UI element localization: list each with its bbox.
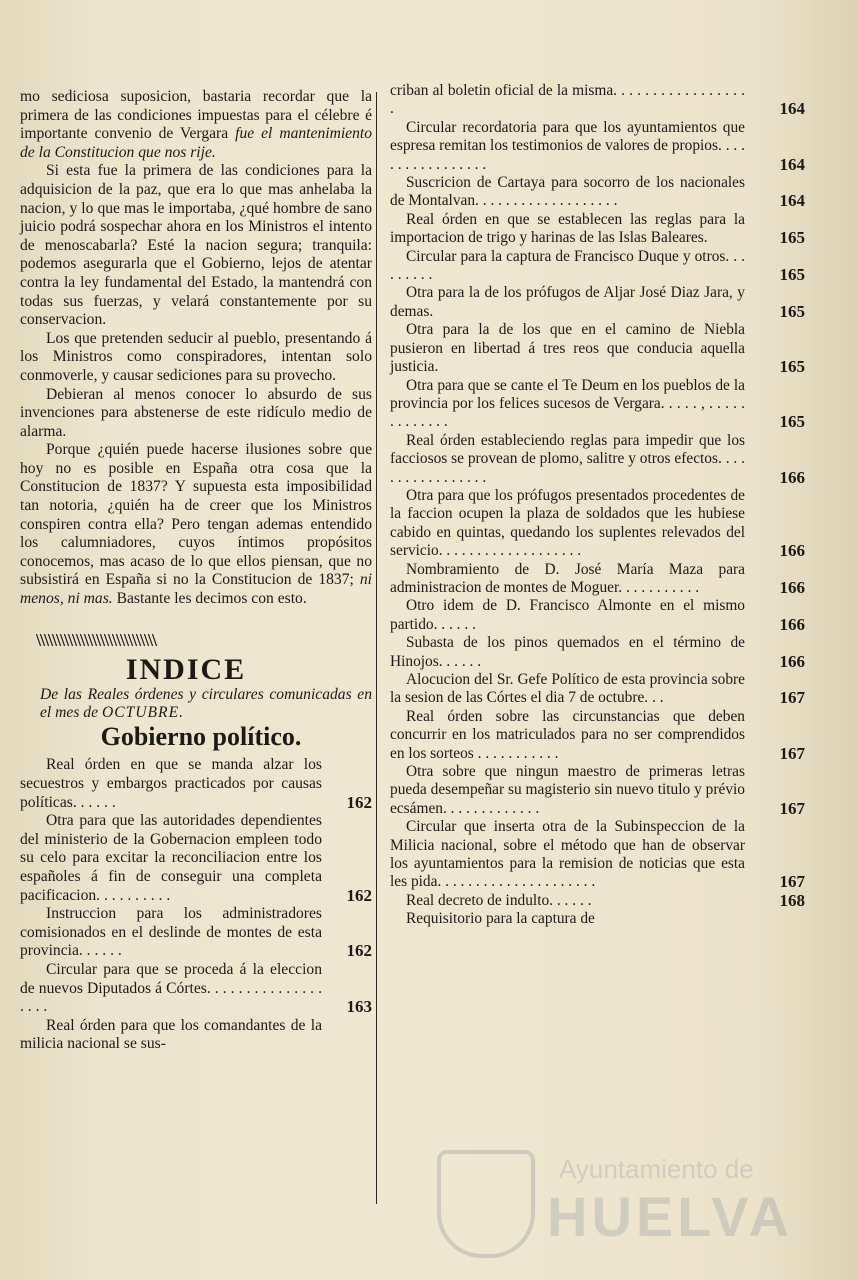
index-entry: Otra para la de los que en el camino de Niebla pusieron en libertad á tres reos que conducia aquella justicia. 165 [390,321,805,377]
index-entry: Real decreto de indulto. . . . . . 168 [406,890,805,910]
index-entry: Otra para que las autoridades dependientes del ministerio de la Gobernacion empleen todo su celo para excitar la reconciliacion entre los españoles á fin de conseguir una completa pacificacion. . . . . . . . . . 162 [20,812,372,905]
index-entry: Subasta de los pinos quemados en el término de Hinojos. . . . . . 166 [390,634,805,671]
index-entry: Otra sobre que ningun maestro de primeras letras pueda desempeñar su magisterio sin nuevo titulo y prévio ecsámen. . . . . . . . . . . . . 167 [390,763,805,818]
index-entry: Circular recordatoria para que los ayuntamientos que espresa remitan los testimonios de valores de propios. . . . . . . . . . . . . . . . . 164 [390,118,805,174]
index-entry: Real órden para que los comandantes de la milicia nacional se sus- [20,1016,322,1053]
page-number: 167 [779,743,805,763]
page-number: 166 [779,577,805,597]
page-number: 164 [779,191,805,211]
watermark-main-text: HUELVA [547,1185,793,1248]
page-number: 166 [779,541,805,561]
right-column [390,82,805,929]
index-entry: Circular para la captura de Francisco Duque y otros. . . . . . . . . 165 [390,247,805,285]
italic-phrase: ni menos, ni mas. [20,571,372,608]
page-number: 162 [346,885,372,905]
page-number: 168 [779,890,805,910]
body-paragraph: Debieran al menos conocer lo absurdo de sus invenciones para abstenerse de este ridículo medio de alarma. [20,385,372,440]
archive-watermark [437,1150,797,1260]
index-entry: Real órden en que se establecen las reglas para la importacion de trigo y harinas de las Islas Baleares. 165 [390,210,805,248]
body-paragraph: Los que pretenden seducir al pueblo, presentando á los Ministros como conspiradores, intentan solo conmoverle, y causar sediciones para su provecho. [20,329,372,384]
section-title: Gobierno político. [100,721,302,751]
index-entry: Real órden estableciendo reglas para impedir que los facciosos se provean de plomo, salitre y otros efectos. . . . . . . . . . . . . . . . . 166 [390,431,805,487]
page-number: 165 [779,265,805,285]
index-entry: Instruccion para los administradores comisionados en el deslinde de montes de esta provincia. . . . . . 162 [20,905,372,961]
page-number: 166 [779,467,805,487]
page-number: 165 [779,412,805,432]
index-entry: Alocucion del Sr. Gefe Político de esta provincia sobre la sesion de las Córtes el dia 7 de octubre. . . 167 [390,671,805,708]
page-number: 166 [779,651,805,671]
page-number: 164 [779,154,805,174]
index-entry: Circular para que se proceda á la eleccion de nuevos Diputados á Córtes. . . . . . . . . . . . . . . . . . . 163 [20,960,372,1017]
left-column [20,88,372,1054]
page-number: 162 [346,792,372,812]
index-entry: Otra para que se cante el Te Deum en los pueblos de la provincia por los felices sucesos de Vergara. . . . . , . . . . . . . . . . . . . 165 [390,376,805,432]
index-entry: criban al boletin oficial de la misma. . . . . . . . . . . . . . . . . . 164 [390,82,805,119]
ornamental-rule: \\\\\\\\\\\\\\\\\\\\\\\\\\\\\\ [36,630,157,650]
index-entry: Nombramiento de D. José María Maza para administracion de montes de Moguer. . . . . . . . . . . 166 [390,560,805,597]
page-number: 165 [779,301,805,321]
page-number: 165 [779,228,805,248]
body-paragraph: Si esta fue la primera de las condiciones para la adquisicion de la paz, que era lo que mas anhelaba la nacion, y lo que mas le importaba, ¿qué hombre de sano juicio podrá sospechar ahora en los Ministros el intento de menoscabarla? Esté la nacion segura; tranquila: podemos asegurarla que el Gobierno, lejos de atentar contra la ley fundamental del Estado, la mantendrá con todas sus fuerzas, y velará constantemente por su conservacion. [20,162,372,329]
index-entry: Requisitorio para la captura de [406,910,595,928]
page-number: 166 [779,614,805,634]
body-paragraph: mo sediciosa suposicion, bastaria recordar que la primera de las condiciones impuestas para el célebre é importante convenio de Vergara fue el mantenimiento de la Constitucion que nos rije. [20,88,373,161]
coat-of-arms-icon [437,1150,535,1258]
body-paragraph: Porque ¿quién puede hacerse ilusiones sobre que hoy no es posible en España otra cosa que la Constitucion de 1837? Y supuesta esta imposibilidad tan notoria, ¿quién ha de creer que los Ministros conspiren contra ella? Pero tengan ademas entendido los calumniadores, cuyos íntimos propósitos conocemos, mas acaso de lo que ellos piensan, que no subsistirá en España si no la Constitucion de 1837; ni menos, ni mas. Bastante les decimos con esto. [20,441,372,608]
index-entry: Otra para que los prófugos presentados procedentes de la faccion ocupen la plaza de soldados que les hubiese cabido en quintas, quedando los suplentes relevados del servicio. . . . . . . . . . . . . . . . . . . 166 [390,486,805,561]
page-number: 163 [346,997,372,1017]
page-number: 167 [779,688,805,708]
index-subtitle: De las Reales órdenes y circulares comunicadas en el mes de OCTUBRE. [40,685,372,721]
page-number: 167 [779,798,805,818]
index-entry: Suscricion de Cartaya para socorro de los nacionales de Montalvan. . . . . . . . . . . . . . . . . . . 164 [390,174,805,211]
page-number: 165 [779,357,805,377]
column-divider [376,92,377,1204]
index-entry: Circular que inserta otra de la Subinspeccion de la Milicia nacional, sobre el método que han de observar los ayuntamientos para la remision de noticias que esta les pida. . . . . . . . . . . . . . . . . . . . . 167 [390,818,805,892]
italic-phrase: fue el mantenimiento de la Constitucion que nos rije. [20,125,373,161]
index-entry: Otro idem de D. Francisco Almonte en el mismo partido. . . . . . 166 [390,597,805,634]
index-entry: Otra para la de los prófugos de Aljar José Diaz Jara, y demas. 165 [390,284,805,321]
page-number: 162 [346,941,372,961]
index-entry: Real órden en que se manda alzar los secuestros y embargos practicados por causas políticas. . . . . . 162 [20,756,372,812]
index-entry: Real órden sobre las circunstancias que deben concurrir en los matriculados para no ser comprendidos en los sorteos . . . . . . . . . . . 167 [390,707,805,763]
index-entries-left [20,756,372,1054]
page-number: 164 [779,99,805,119]
index-title: INDICE [125,653,247,687]
watermark-top-text: Ayuntamiento de [559,1154,754,1184]
page-number: 167 [779,872,805,892]
